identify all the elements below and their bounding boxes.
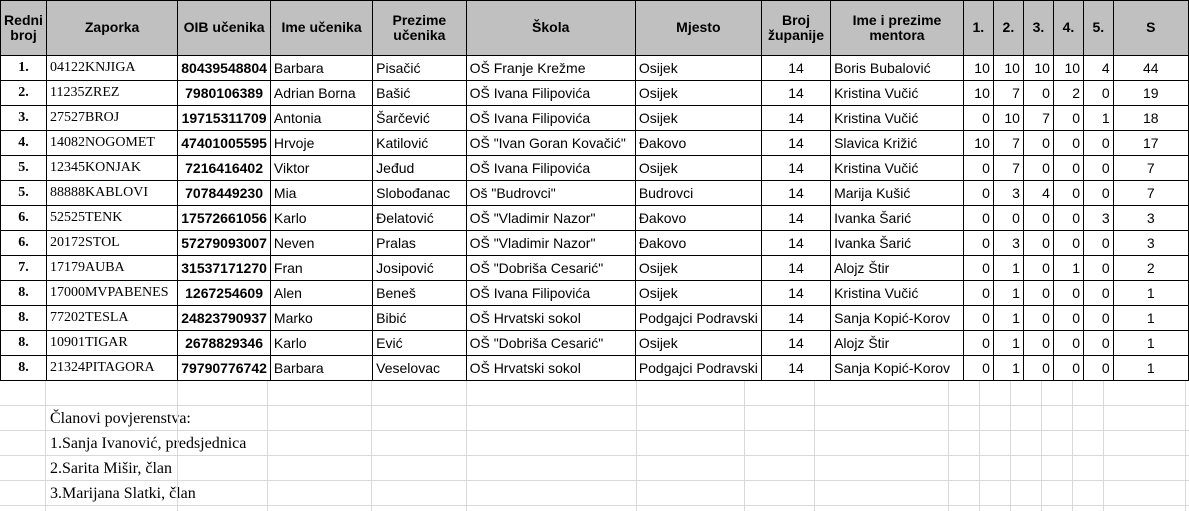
score-5-cell[interactable]: 0 [1084, 256, 1114, 281]
score-1-cell[interactable]: 0 [963, 156, 993, 181]
score-4-cell[interactable]: 2 [1053, 81, 1083, 106]
score-5-cell[interactable]: 0 [1084, 281, 1114, 306]
score-1-cell[interactable]: 0 [963, 181, 993, 206]
table-row [1, 331, 1189, 356]
grid-column-line [177, 381, 178, 511]
score-4-cell[interactable]: 0 [1053, 281, 1083, 306]
rank-cell[interactable]: 6. [1, 206, 47, 231]
committee-member: 3.Marijana Slatki, član [50, 485, 196, 502]
school-cell[interactable]: OŠ Franje Krežme [466, 56, 635, 81]
zaporka-cell[interactable]: 20172STOL [46, 231, 177, 256]
last-name-cell[interactable]: Đelatović [373, 206, 466, 231]
score-5-cell[interactable]: 3 [1084, 206, 1114, 231]
header-zadatak-1: 1. [963, 1, 993, 56]
score-5-cell[interactable]: 0 [1084, 331, 1114, 356]
city-cell[interactable]: Osijek [635, 281, 761, 306]
mentor-cell[interactable]: Ivanka Šarić [831, 231, 964, 256]
last-name-cell[interactable]: Katilović [373, 131, 466, 156]
score-3-cell[interactable]: 0 [1023, 131, 1053, 156]
score-3-cell[interactable]: 7 [1023, 106, 1053, 131]
score-3-cell[interactable]: 0 [1023, 331, 1053, 356]
grid-column-line [1072, 381, 1073, 511]
last-name-cell[interactable]: Jeđud [373, 156, 466, 181]
zaporka-cell[interactable]: 77202TESLA [46, 306, 177, 331]
header-zadatak-3: 3. [1023, 1, 1053, 56]
table-row [1, 156, 1189, 181]
score-3-cell[interactable]: 0 [1023, 156, 1053, 181]
score-1-cell[interactable]: 0 [963, 331, 993, 356]
table-row [1, 131, 1189, 156]
total-cell[interactable]: 3 [1113, 206, 1188, 231]
score-2-cell[interactable]: 1 [993, 331, 1023, 356]
score-1-cell[interactable]: 10 [963, 81, 993, 106]
first-name-cell[interactable]: Fran [270, 256, 372, 281]
mentor-cell[interactable]: Slavica Križić [831, 131, 964, 156]
score-2-cell[interactable]: 1 [993, 256, 1023, 281]
first-name-cell[interactable]: Antonia [270, 106, 372, 131]
score-4-cell[interactable]: 0 [1053, 231, 1083, 256]
school-cell[interactable]: OŠ Ivana Filipovića [466, 281, 635, 306]
mentor-cell[interactable]: Boris Bubalović [831, 56, 964, 81]
score-1-cell[interactable]: 10 [963, 131, 993, 156]
score-3-cell[interactable]: 0 [1023, 356, 1053, 381]
table-row [1, 181, 1189, 206]
zaporka-cell[interactable]: 04122KNJIGA [46, 56, 177, 81]
score-2-cell[interactable]: 7 [993, 156, 1023, 181]
school-cell[interactable]: OŠ Hrvatski sokol [466, 306, 635, 331]
zaporka-cell[interactable]: 11235ZREZ [46, 81, 177, 106]
header-row [1, 1, 1189, 56]
total-cell[interactable]: 44 [1113, 56, 1188, 81]
zaporka-cell[interactable]: 14082NOGOMET [46, 131, 177, 156]
rank-cell[interactable]: 8. [1, 281, 47, 306]
total-cell[interactable]: 1 [1113, 356, 1188, 381]
city-cell[interactable]: Osijek [635, 156, 761, 181]
county-cell[interactable]: 14 [761, 156, 830, 181]
score-4-cell[interactable]: 1 [1053, 256, 1083, 281]
county-cell[interactable]: 14 [761, 131, 830, 156]
grid-column-line [1185, 381, 1186, 511]
rank-cell[interactable]: 7. [1, 256, 47, 281]
school-cell[interactable]: OŠ "Dobriša Cesarić" [466, 331, 635, 356]
committee-title: Članovi povjerenstva: [50, 410, 191, 427]
score-3-cell[interactable]: 0 [1023, 81, 1053, 106]
header-prezime: Prezime učenika [373, 1, 466, 56]
rank-cell[interactable]: 1. [1, 56, 47, 81]
city-cell[interactable]: Đakovo [635, 206, 761, 231]
table-row [1, 256, 1189, 281]
school-cell[interactable]: OŠ Ivana Filipovića [466, 156, 635, 181]
total-cell[interactable]: 1 [1113, 306, 1188, 331]
last-name-cell[interactable]: Veselovac [373, 356, 466, 381]
score-1-cell[interactable]: 0 [963, 206, 993, 231]
total-cell[interactable]: 1 [1113, 331, 1188, 356]
score-4-cell[interactable]: 0 [1053, 106, 1083, 131]
table-row [1, 231, 1189, 256]
grid-column-line [636, 381, 637, 511]
score-2-cell[interactable]: 7 [993, 131, 1023, 156]
total-cell[interactable]: 18 [1113, 106, 1188, 131]
score-4-cell[interactable]: 0 [1053, 156, 1083, 181]
last-name-cell[interactable]: Slobođanac [373, 181, 466, 206]
total-cell[interactable]: 7 [1113, 156, 1188, 181]
total-cell[interactable]: 1 [1113, 281, 1188, 306]
header-zadatak-2: 2. [993, 1, 1023, 56]
score-4-cell[interactable]: 0 [1053, 306, 1083, 331]
first-name-cell[interactable]: Barbara [270, 356, 372, 381]
header-mentor: Ime i prezime mentora [831, 1, 964, 56]
score-1-cell[interactable]: 0 [963, 256, 993, 281]
oib-cell[interactable]: 19715311709 [178, 106, 271, 131]
grid-column-line [1103, 381, 1104, 511]
first-name-cell[interactable]: Barbara [270, 56, 372, 81]
rank-cell[interactable]: 8. [1, 331, 47, 356]
city-cell[interactable]: Osijek [635, 331, 761, 356]
score-2-cell[interactable]: 7 [993, 81, 1023, 106]
oib-cell[interactable]: 17572661056 [178, 206, 271, 231]
score-2-cell[interactable]: 0 [993, 206, 1023, 231]
oib-cell[interactable]: 24823790937 [178, 306, 271, 331]
score-3-cell[interactable]: 10 [1023, 56, 1053, 81]
school-cell[interactable]: OŠ "Dobriša Cesarić" [466, 256, 635, 281]
first-name-cell[interactable]: Adrian Borna [270, 81, 372, 106]
oib-cell[interactable]: 1267254609 [178, 281, 271, 306]
header-oib: OIB učenika [178, 1, 271, 56]
grid-column-line [371, 381, 372, 511]
table-row [1, 206, 1189, 231]
rank-cell[interactable]: 5. [1, 181, 47, 206]
score-1-cell[interactable]: 0 [963, 231, 993, 256]
table-row [1, 81, 1189, 106]
school-cell[interactable]: OŠ Ivana Filipovića [466, 81, 635, 106]
score-3-cell[interactable]: 0 [1023, 281, 1053, 306]
total-cell[interactable]: 19 [1113, 81, 1188, 106]
school-cell[interactable]: OŠ Hrvatski sokol [466, 356, 635, 381]
oib-cell[interactable]: 7216416402 [178, 156, 271, 181]
first-name-cell[interactable]: Viktor [270, 156, 372, 181]
city-cell[interactable]: Osijek [635, 56, 761, 81]
score-4-cell[interactable]: 0 [1053, 331, 1083, 356]
score-2-cell[interactable]: 1 [993, 281, 1023, 306]
first-name-cell[interactable]: Karlo [270, 331, 372, 356]
grid-column-line [1041, 381, 1042, 511]
mentor-cell[interactable]: Alojz Štir [831, 256, 964, 281]
table-row [1, 106, 1189, 131]
oib-cell[interactable]: 7980106389 [178, 81, 271, 106]
city-cell[interactable]: Đakovo [635, 231, 761, 256]
first-name-cell[interactable]: Alen [270, 281, 372, 306]
committee-member: 2.Sarita Mišir, član [50, 460, 172, 477]
zaporka-cell[interactable]: 17000MVPABENES [46, 281, 177, 306]
county-cell[interactable]: 14 [761, 356, 830, 381]
score-4-cell[interactable]: 0 [1053, 131, 1083, 156]
score-2-cell[interactable]: 10 [993, 56, 1023, 81]
score-5-cell[interactable]: 0 [1084, 131, 1114, 156]
rank-cell[interactable]: 5. [1, 156, 47, 181]
zaporka-cell[interactable]: 27527BROJ [46, 106, 177, 131]
last-name-cell[interactable]: Ević [373, 331, 466, 356]
first-name-cell[interactable]: Marko [270, 306, 372, 331]
mentor-cell[interactable]: Ivanka Šarić [831, 206, 964, 231]
score-5-cell[interactable]: 1 [1084, 106, 1114, 131]
score-5-cell[interactable]: 0 [1084, 81, 1114, 106]
table-row [1, 56, 1189, 81]
score-3-cell[interactable]: 0 [1023, 206, 1053, 231]
header-mjesto: Mjesto [635, 1, 761, 56]
table-row [1, 356, 1189, 381]
score-2-cell[interactable]: 1 [993, 306, 1023, 331]
mentor-cell[interactable]: Kristina Vučić [831, 81, 964, 106]
score-2-cell[interactable]: 3 [993, 181, 1023, 206]
county-cell[interactable]: 14 [761, 281, 830, 306]
county-cell[interactable]: 14 [761, 181, 830, 206]
county-cell[interactable]: 14 [761, 56, 830, 81]
score-5-cell[interactable]: 0 [1084, 231, 1114, 256]
mentor-cell[interactable]: Kristina Vučić [831, 281, 964, 306]
last-name-cell[interactable]: Josipović [373, 256, 466, 281]
county-cell[interactable]: 14 [761, 81, 830, 106]
last-name-cell[interactable]: Pisačić [373, 56, 466, 81]
school-cell[interactable]: OŠ "Vladimir Nazor" [466, 231, 635, 256]
score-4-cell[interactable]: 0 [1053, 356, 1083, 381]
rank-cell[interactable]: 4. [1, 131, 47, 156]
oib-cell[interactable]: 7078449230 [178, 181, 271, 206]
score-3-cell[interactable]: 0 [1023, 256, 1053, 281]
city-cell[interactable]: Podgajci Podravski [635, 306, 761, 331]
grid-column-line [1010, 381, 1011, 511]
score-4-cell[interactable]: 0 [1053, 206, 1083, 231]
score-2-cell[interactable]: 3 [993, 231, 1023, 256]
city-cell[interactable]: Đakovo [635, 131, 761, 156]
grid-column-line [744, 381, 745, 511]
first-name-cell[interactable]: Neven [270, 231, 372, 256]
city-cell[interactable]: Osijek [635, 81, 761, 106]
score-1-cell[interactable]: 0 [963, 106, 993, 131]
total-cell[interactable]: 17 [1113, 131, 1188, 156]
score-1-cell[interactable]: 0 [963, 306, 993, 331]
score-2-cell[interactable]: 1 [993, 356, 1023, 381]
last-name-cell[interactable]: Bibić [373, 306, 466, 331]
grid-column-line [466, 381, 467, 511]
county-cell[interactable]: 14 [761, 231, 830, 256]
grid-column-line [979, 381, 980, 511]
score-5-cell[interactable]: 0 [1084, 306, 1114, 331]
zaporka-cell[interactable]: 12345KONJAK [46, 156, 177, 181]
last-name-cell[interactable]: Beneš [373, 281, 466, 306]
header-broj-zupanije: Broj županije [761, 1, 830, 56]
score-5-cell[interactable]: 4 [1084, 56, 1114, 81]
header-skola: Škola [466, 1, 635, 56]
header-sum: S [1113, 1, 1188, 56]
table-row [1, 281, 1189, 306]
oib-cell[interactable]: 80439548804 [178, 56, 271, 81]
school-cell[interactable]: OŠ Ivana Filipovića [466, 106, 635, 131]
committee-member: 1.Sanja Ivanović, predsjednica [50, 435, 247, 452]
header-zadatak-5: 5. [1084, 1, 1114, 56]
score-5-cell[interactable]: 0 [1084, 356, 1114, 381]
oib-cell[interactable]: 2678829346 [178, 331, 271, 356]
grid-column-line [814, 381, 815, 511]
first-name-cell[interactable]: Mia [270, 181, 372, 206]
oib-cell[interactable]: 57279093007 [178, 231, 271, 256]
header-zadatak-4: 4. [1053, 1, 1083, 56]
rank-cell[interactable]: 8. [1, 306, 47, 331]
zaporka-cell[interactable]: 10901TIGAR [46, 331, 177, 356]
county-cell[interactable]: 14 [761, 256, 830, 281]
score-4-cell[interactable]: 10 [1053, 56, 1083, 81]
score-2-cell[interactable]: 10 [993, 106, 1023, 131]
score-5-cell[interactable]: 0 [1084, 156, 1114, 181]
oib-cell[interactable]: 31537171270 [178, 256, 271, 281]
mentor-cell[interactable]: Sanja Kopić-Korov [831, 356, 964, 381]
last-name-cell[interactable]: Šarčević [373, 106, 466, 131]
score-3-cell[interactable]: 0 [1023, 231, 1053, 256]
last-name-cell[interactable]: Pralas [373, 231, 466, 256]
county-cell[interactable]: 14 [761, 306, 830, 331]
total-cell[interactable]: 3 [1113, 231, 1188, 256]
score-3-cell[interactable]: 0 [1023, 306, 1053, 331]
first-name-cell[interactable]: Hrvoje [270, 131, 372, 156]
school-cell[interactable]: Oš "Budrovci" [466, 181, 635, 206]
header-ime: Ime učenika [270, 1, 372, 56]
header-redni-broj: Redni broj [1, 1, 47, 56]
score-5-cell[interactable]: 0 [1084, 181, 1114, 206]
header-zaporka: Zaporka [46, 1, 177, 56]
total-cell[interactable]: 2 [1113, 256, 1188, 281]
city-cell[interactable]: Osijek [635, 256, 761, 281]
rank-cell[interactable]: 8. [1, 356, 47, 381]
score-4-cell[interactable]: 0 [1053, 181, 1083, 206]
grid-column-line [267, 381, 268, 511]
zaporka-cell[interactable]: 17179AUBA [46, 256, 177, 281]
last-name-cell[interactable]: Bašić [373, 81, 466, 106]
score-1-cell[interactable]: 0 [963, 281, 993, 306]
score-1-cell[interactable]: 10 [963, 56, 993, 81]
oib-cell[interactable]: 79790776742 [178, 356, 271, 381]
mentor-cell[interactable]: Kristina Vučić [831, 106, 964, 131]
grid-column-line [948, 381, 949, 511]
city-cell[interactable]: Podgajci Podravski [635, 356, 761, 381]
mentor-cell[interactable]: Alojz Štir [831, 331, 964, 356]
county-cell[interactable]: 14 [761, 206, 830, 231]
rank-cell[interactable]: 6. [1, 231, 47, 256]
mentor-cell[interactable]: Sanja Kopić-Korov [831, 306, 964, 331]
total-cell[interactable]: 7 [1113, 181, 1188, 206]
county-cell[interactable]: 14 [761, 106, 830, 131]
oib-cell[interactable]: 47401005595 [178, 131, 271, 156]
school-cell[interactable]: OŠ "Vladimir Nazor" [466, 206, 635, 231]
rank-cell[interactable]: 3. [1, 106, 47, 131]
score-3-cell[interactable]: 4 [1023, 181, 1053, 206]
table-row [1, 306, 1189, 331]
grid-column-line [45, 381, 46, 511]
mentor-cell[interactable]: Marija Kušić [831, 181, 964, 206]
zaporka-cell[interactable]: 21324PITAGORA [46, 356, 177, 381]
rank-cell[interactable]: 2. [1, 81, 47, 106]
zaporka-cell[interactable]: 88888KABLOVI [46, 181, 177, 206]
city-cell[interactable]: Budrovci [635, 181, 761, 206]
county-cell[interactable]: 14 [761, 331, 830, 356]
school-cell[interactable]: OŠ "Ivan Goran Kovačić" [466, 131, 635, 156]
zaporka-cell[interactable]: 52525TENK [46, 206, 177, 231]
mentor-cell[interactable]: Kristina Vučić [831, 156, 964, 181]
score-1-cell[interactable]: 0 [963, 356, 993, 381]
city-cell[interactable]: Osijek [635, 106, 761, 131]
first-name-cell[interactable]: Karlo [270, 206, 372, 231]
